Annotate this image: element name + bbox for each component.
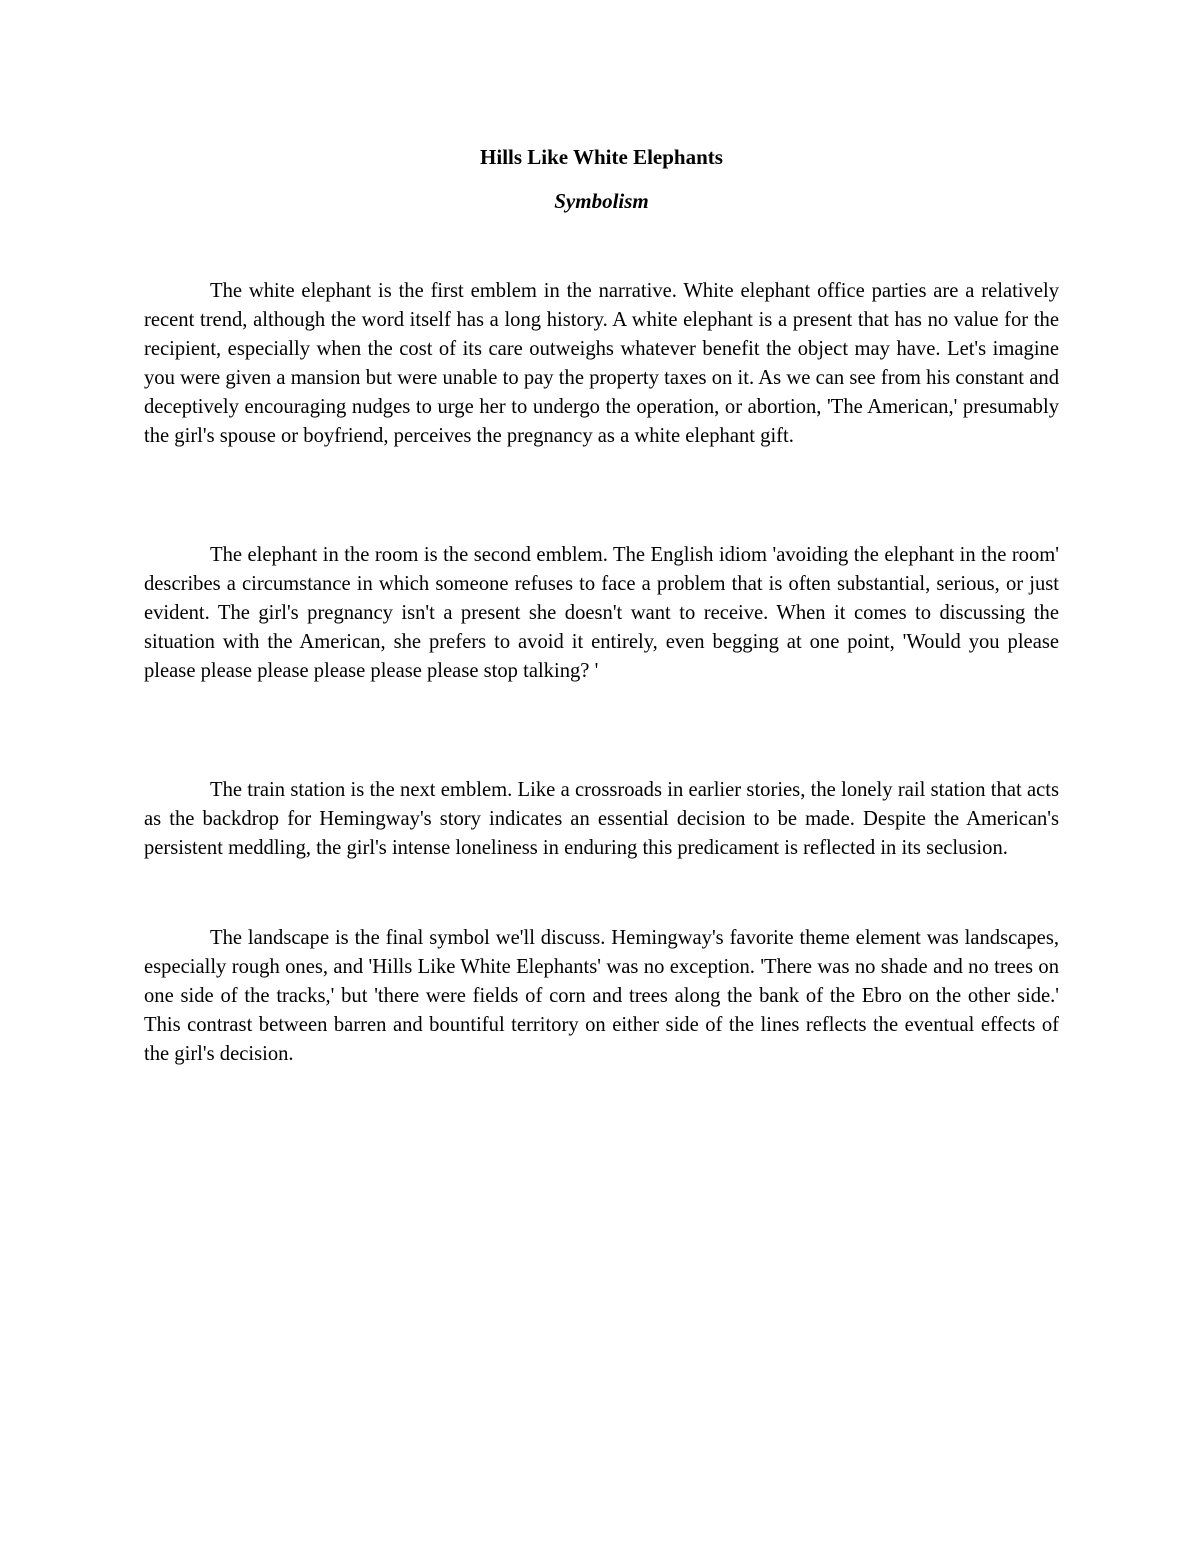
paragraph-train-station: The train station is the next emblem. Like a crossroads in earlier stories, the lonely rail station that acts as the backdrop for Hemingway's story indicates an essential decision to be made. Despite the American's persistent meddling, the girl's intense loneliness in enduring this predicament is reflected in its seclusion. bbox=[144, 779, 1059, 859]
paragraph-elephant-in-room: The elephant in the room is the second emblem. The English idiom 'avoiding the elephant in the room' describes a circumstance in which someone refuses to face a problem that is often substantial, serious, or just evident. The girl's pregnancy isn't a present she doesn't want to receive. When it comes to discussing the situation with the American, she prefers to avoid it entirely, even begging at one point, 'Would you please please please please please please please stop talking? ' bbox=[144, 544, 1059, 682]
paragraph-landscape: The landscape is the final symbol we'll discuss. Hemingway's favorite theme element was landscapes, especially rough ones, and 'Hills Like White Elephants' was no exception. 'There was no shade and no trees on one side of the tracks,' but 'there were fields of corn and trees along the bank of the Ebro on the other side.' This contrast between barren and bountiful territory on either side of the lines reflects the eventual effects of the girl's decision. bbox=[144, 927, 1059, 1065]
paragraph-white-elephant: The white elephant is the first emblem in the narrative. White elephant office parties are a relatively recent trend, although the word itself has a long history. A white elephant is a present that has no value for the recipient, especially when the cost of its care outweighs whatever benefit the object may have. Let's imagine you were given a mansion but were unable to pay the property taxes on it. As we can see from his constant and deceptively encouraging nudges to urge her to undergo the operation, or abortion, 'The American,' presumably the girl's spouse or boyfriend, perceives the pregnancy as a white elephant gift. bbox=[144, 280, 1059, 447]
document-subtitle: Symbolism bbox=[554, 189, 649, 213]
document-title: Hills Like White Elephants bbox=[480, 145, 723, 169]
